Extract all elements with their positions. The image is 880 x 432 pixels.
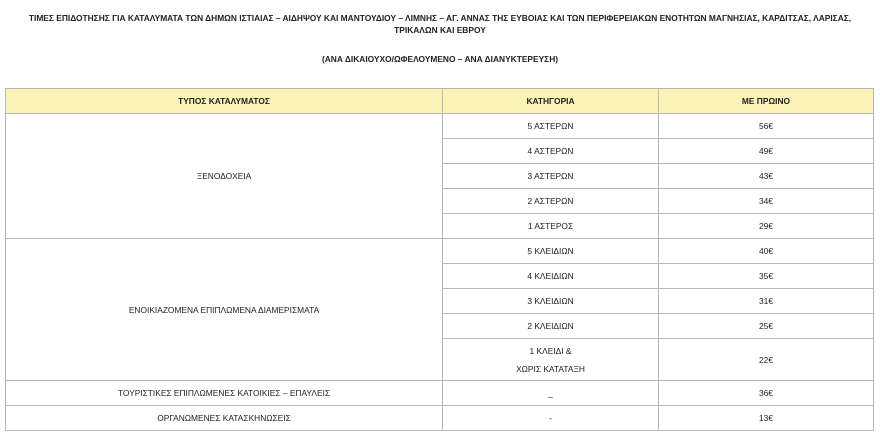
accommodation-type-cell: ΞΕΝΟΔΟΧΕΙΑ xyxy=(6,114,443,239)
accommodation-type-cell: ΟΡΓΑΝΩΜΕΝΕΣ ΚΑΤΑΣΚΗΝΩΣΕΙΣ xyxy=(6,406,443,431)
price-cell: 25€ xyxy=(659,314,874,339)
category-cell: 1 ΑΣΤΕΡΟΣ xyxy=(443,214,659,239)
price-cell: 34€ xyxy=(659,189,874,214)
price-cell: 29€ xyxy=(659,214,874,239)
category-cell: _ xyxy=(443,381,659,406)
category-cell: - xyxy=(443,406,659,431)
category-line-2: ΧΩΡΙΣ ΚΑΤΑΤΑΞΗ xyxy=(516,363,585,374)
table-row xyxy=(6,406,874,431)
price-cell: 22€ xyxy=(659,339,874,381)
price-cell: 49€ xyxy=(659,139,874,164)
document-subtitle: (ΑΝΑ ΔΙΚΑΙΟΥΧΟ/ΩΦΕΛΟΥΜΕΝΟ – ΑΝΑ ΔΙΑΝΥΚΤΕΡΕΥΣΗ) xyxy=(321,54,559,64)
category-cell: 2 ΑΣΤΕΡΩΝ xyxy=(443,189,659,214)
price-cell: 43€ xyxy=(659,164,874,189)
price-cell: 13€ xyxy=(659,406,874,431)
accommodation-type-cell: ΕΝΟΙΚΙΑΖΟΜΕΝΑ ΕΠΙΠΛΩΜΕΝΑ ΔΙΑΜΕΡΙΣΜΑΤΑ xyxy=(6,239,443,381)
category-cell: 3 ΚΛΕΙΔΙΩΝ xyxy=(443,289,659,314)
category-cell: 4 ΚΛΕΙΔΙΩΝ xyxy=(443,264,659,289)
price-cell: 36€ xyxy=(659,381,874,406)
category-cell: 5 ΚΛΕΙΔΙΩΝ xyxy=(443,239,659,264)
category-cell: 4 ΑΣΤΕΡΩΝ xyxy=(443,139,659,164)
price-cell: 35€ xyxy=(659,264,874,289)
header-accommodation-type: ΤΥΠΟΣ ΚΑΤΑΛΥΜΑΤΟΣ xyxy=(6,89,443,114)
table-row xyxy=(6,381,874,406)
price-cell: 56€ xyxy=(659,114,874,139)
header-price-with-breakfast: ΜΕ ΠΡΩΙΝΟ xyxy=(659,89,874,114)
category-cell: 5 ΑΣΤΕΡΩΝ xyxy=(443,114,659,139)
table-row xyxy=(6,239,874,264)
table-row xyxy=(6,114,874,139)
price-cell: 40€ xyxy=(659,239,874,264)
header-category: ΚΑΤΗΓΟΡΙΑ xyxy=(443,89,659,114)
document-title: ΤΙΜΕΣ ΕΠΙΔΟΤΗΣΗΣ ΓΙΑ ΚΑΤΑΛΥΜΑΤΑ ΤΩΝ ΔΗΜΩΝ ΙΣΤΙΑΙΑΣ – ΑΙΔΗΨΟΥ ΚΑΙ ΜΑΝΤΟΥΔΙΟΥ – ΛΙΜΝΗΣ – ΑΓ. ΑΝΝΑΣ ΤΗΣ ΕΥΒΟΙΑΣ ΚΑΙ ΤΩΝ ΠΕΡΙΦΕΡΕΙΑΚΩΝ ΕΝΟΤΗΤΩΝ ΜΑΓΝΗΣΙΑΣ, ΚΑΡΔΙΤΣΑΣ, ΛΑΡΙΣΑΣ, ΤΡΙΚΑΛΩΝ ΚΑΙ ΕΒΡΟΥ xyxy=(28,13,852,35)
category-cell xyxy=(443,339,659,381)
category-line-1: 1 ΚΛΕΙΔΙ & xyxy=(529,345,572,356)
table-header-row xyxy=(6,89,874,114)
price-cell: 31€ xyxy=(659,289,874,314)
category-cell: 3 ΑΣΤΕΡΩΝ xyxy=(443,164,659,189)
accommodation-type-cell: ΤΟΥΡΙΣΤΙΚΕΣ ΕΠΙΠΛΩΜΕΝΕΣ ΚΑΤΟΙΚΙΕΣ – ΕΠΑΥΛΕΙΣ xyxy=(6,381,443,406)
category-cell: 2 ΚΛΕΙΔΙΩΝ xyxy=(443,314,659,339)
subsidy-price-table xyxy=(5,88,874,431)
